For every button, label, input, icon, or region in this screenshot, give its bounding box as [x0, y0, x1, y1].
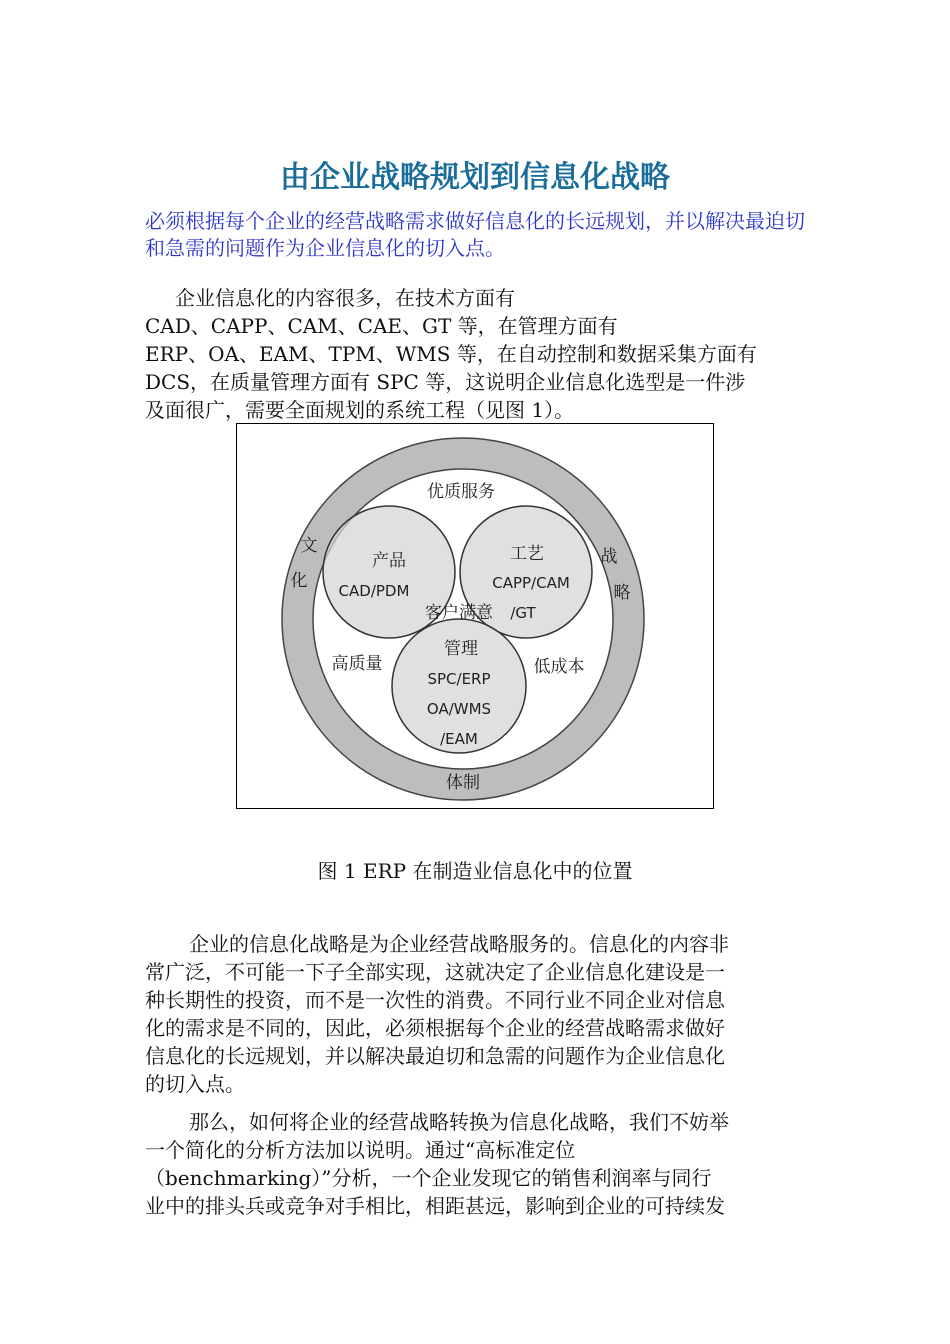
page-title: 由企业战略规划到信息化战略 — [280, 160, 670, 195]
label-process: 工艺 — [510, 544, 544, 564]
paragraph-3-line: （benchmarking）”分析，一个企业发现它的销售利润率与同行 — [145, 1166, 712, 1190]
paragraph-1-line: ERP、OA、EAM、TPM、WMS 等，在自动控制和数据采集方面有 — [145, 342, 757, 366]
diagram-svg — [237, 424, 715, 810]
erp-position-diagram — [236, 423, 714, 809]
label-cad-pdm: CAD/PDM — [338, 582, 410, 600]
paragraph-1-line: DCS，在质量管理方面有 SPC 等，这说明企业信息化选型是一件涉 — [145, 370, 746, 394]
paragraph-1 — [145, 284, 805, 424]
label-gt: /GT — [510, 604, 536, 622]
label-low-cost: 低成本 — [533, 657, 585, 677]
paragraph-3-line: 那么，如何将企业的经营战略转换为信息化战略，我们不妨举 — [189, 1110, 729, 1134]
label-system: 体制 — [446, 773, 480, 793]
paragraph-3-line: 一个简化的分析方法加以说明。通过“高标准定位 — [145, 1138, 576, 1162]
paragraph-3 — [145, 1108, 805, 1220]
paragraph-1-line: 及面很广，需要全面规划的系统工程（见图 1）。 — [145, 398, 575, 422]
label-strategy-1: 战 — [600, 547, 618, 567]
paragraph-2-line: 企业的信息化战略是为企业经营战略服务的。信息化的内容非 — [189, 932, 729, 956]
paragraph-2-line: 化的需求是不同的，因此，必须根据每个企业的经营战略需求做好 — [145, 1016, 725, 1040]
paragraph-2-line: 信息化的长远规划，并以解决最迫切和急需的问题作为企业信息化 — [145, 1044, 725, 1068]
paragraph-2-line: 种长期性的投资，而不是一次性的消费。不同行业不同企业对信息 — [145, 988, 725, 1012]
label-spc-erp: SPC/ERP — [427, 670, 491, 688]
paragraph-2-line: 常广泛，不可能一下子全部实现，这就决定了企业信息化建设是一 — [145, 960, 725, 984]
paragraph-1-line: CAD、CAPP、CAM、CAE、GT 等，在管理方面有 — [145, 314, 618, 338]
label-culture-2: 化 — [290, 571, 308, 591]
label-customer-satisfaction: 客户满意 — [425, 603, 493, 623]
paragraph-1-line: 企业信息化的内容很多，在技术方面有 — [175, 286, 515, 310]
label-culture-1: 文 — [300, 536, 318, 556]
label-capp-cam: CAPP/CAM — [492, 574, 570, 592]
subtitle: 必须根据每个企业的经营战略需求做好信息化的长远规划，并以解决最迫切和急需的问题作为企业信息化的切入点。 — [145, 209, 805, 260]
label-high-quality: 高质量 — [331, 654, 383, 674]
label-quality-service: 优质服务 — [427, 482, 495, 502]
paragraph-2 — [145, 930, 805, 1098]
paragraph-2-line: 的切入点。 — [145, 1072, 245, 1096]
label-oa-wms: OA/WMS — [426, 700, 492, 718]
label-strategy-2: 略 — [613, 583, 631, 603]
paragraph-3-line: 业中的排头兵或竞争对手相比，相距甚远，影响到企业的可持续发 — [145, 1194, 725, 1218]
figure-caption: 图 1 ERP 在制造业信息化中的位置 — [317, 859, 633, 883]
label-product: 产品 — [372, 551, 406, 571]
label-eam: /EAM — [440, 730, 478, 748]
label-management: 管理 — [444, 639, 478, 659]
